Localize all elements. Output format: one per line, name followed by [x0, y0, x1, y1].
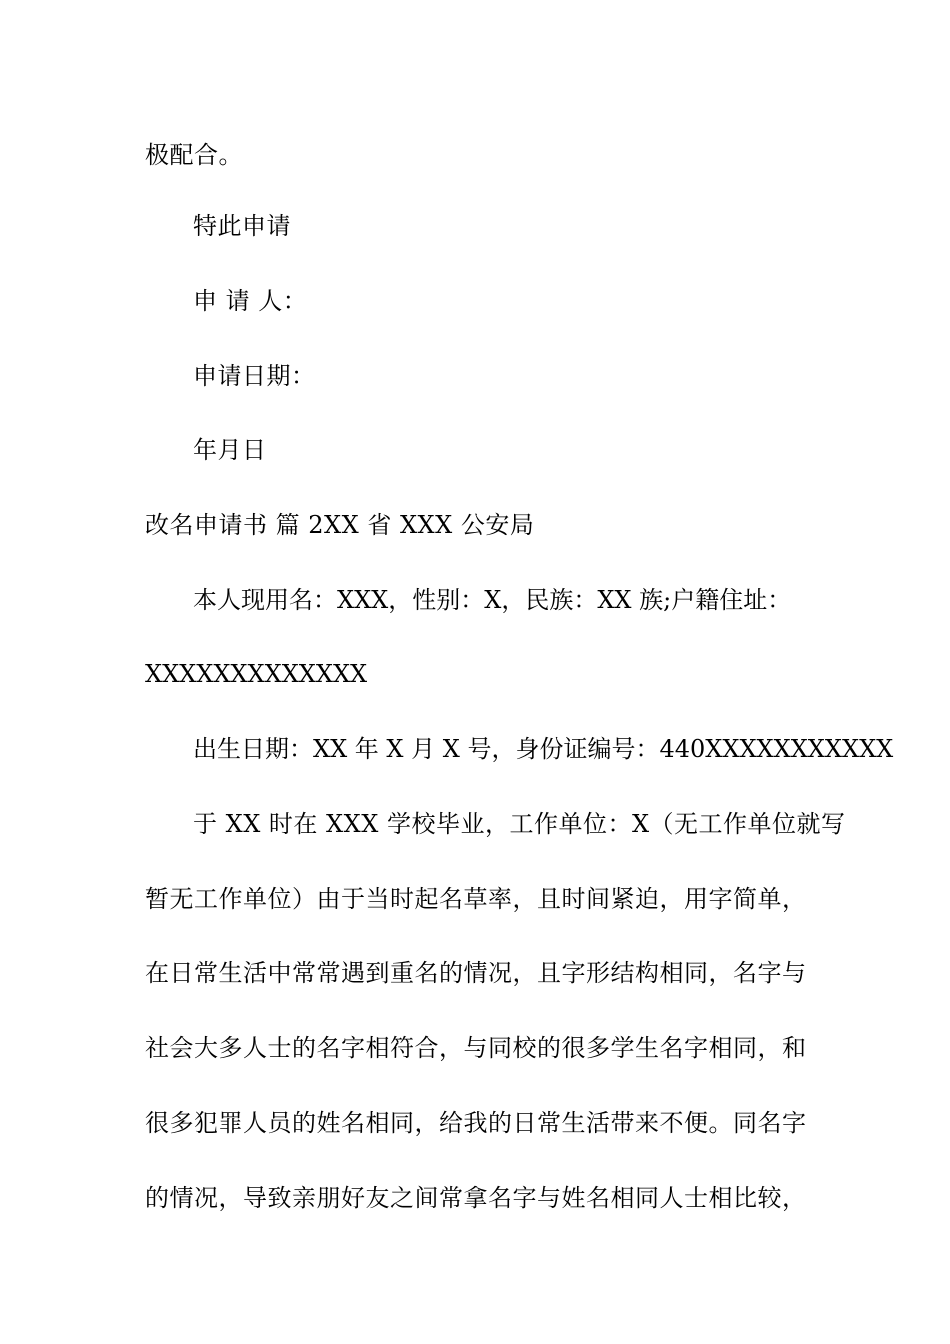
text-line-birth-id: 出生日期：XX 年 X 月 X 号，身份证编号：440XXXXXXXXXXX — [193, 735, 894, 763]
paragraph-line: 很多犯罪人员的姓名相同，给我的日常生活带来不便。同名字 — [145, 1109, 807, 1137]
text-line-applicant: 申 请 人： — [193, 287, 308, 315]
text-line-closing: 极配合。 — [145, 141, 243, 169]
text-line-name-info: 本人现用名：XXX，性别：X，民族：XX 族;户籍住址： — [193, 586, 792, 614]
text-line-hereby-apply: 特此申请 — [193, 212, 291, 240]
paragraph-line: 社会大多人士的名字相符合，与同校的很多学生名字相同，和 — [145, 1034, 807, 1062]
paragraph-line: 暂无工作单位）由于当时起名草率，且时间紧迫，用字简单， — [145, 885, 807, 913]
section-heading: 改名申请书 篇 2XX 省 XXX 公安局 — [145, 511, 535, 539]
text-line-apply-date: 申请日期： — [193, 362, 316, 390]
paragraph-line: 在日常生活中常常遇到重名的情况，且字形结构相同，名字与 — [145, 959, 807, 987]
paragraph-line: 于 XX 时在 XXX 学校毕业，工作单位：X（无工作单位就写 — [193, 810, 846, 838]
text-line-ymd: 年月日 — [193, 436, 267, 464]
text-line-address: XXXXXXXXXXXXX — [145, 660, 368, 688]
paragraph-line: 的情况，导致亲朋好友之间常拿名字与姓名相同人士相比较， — [145, 1184, 807, 1212]
